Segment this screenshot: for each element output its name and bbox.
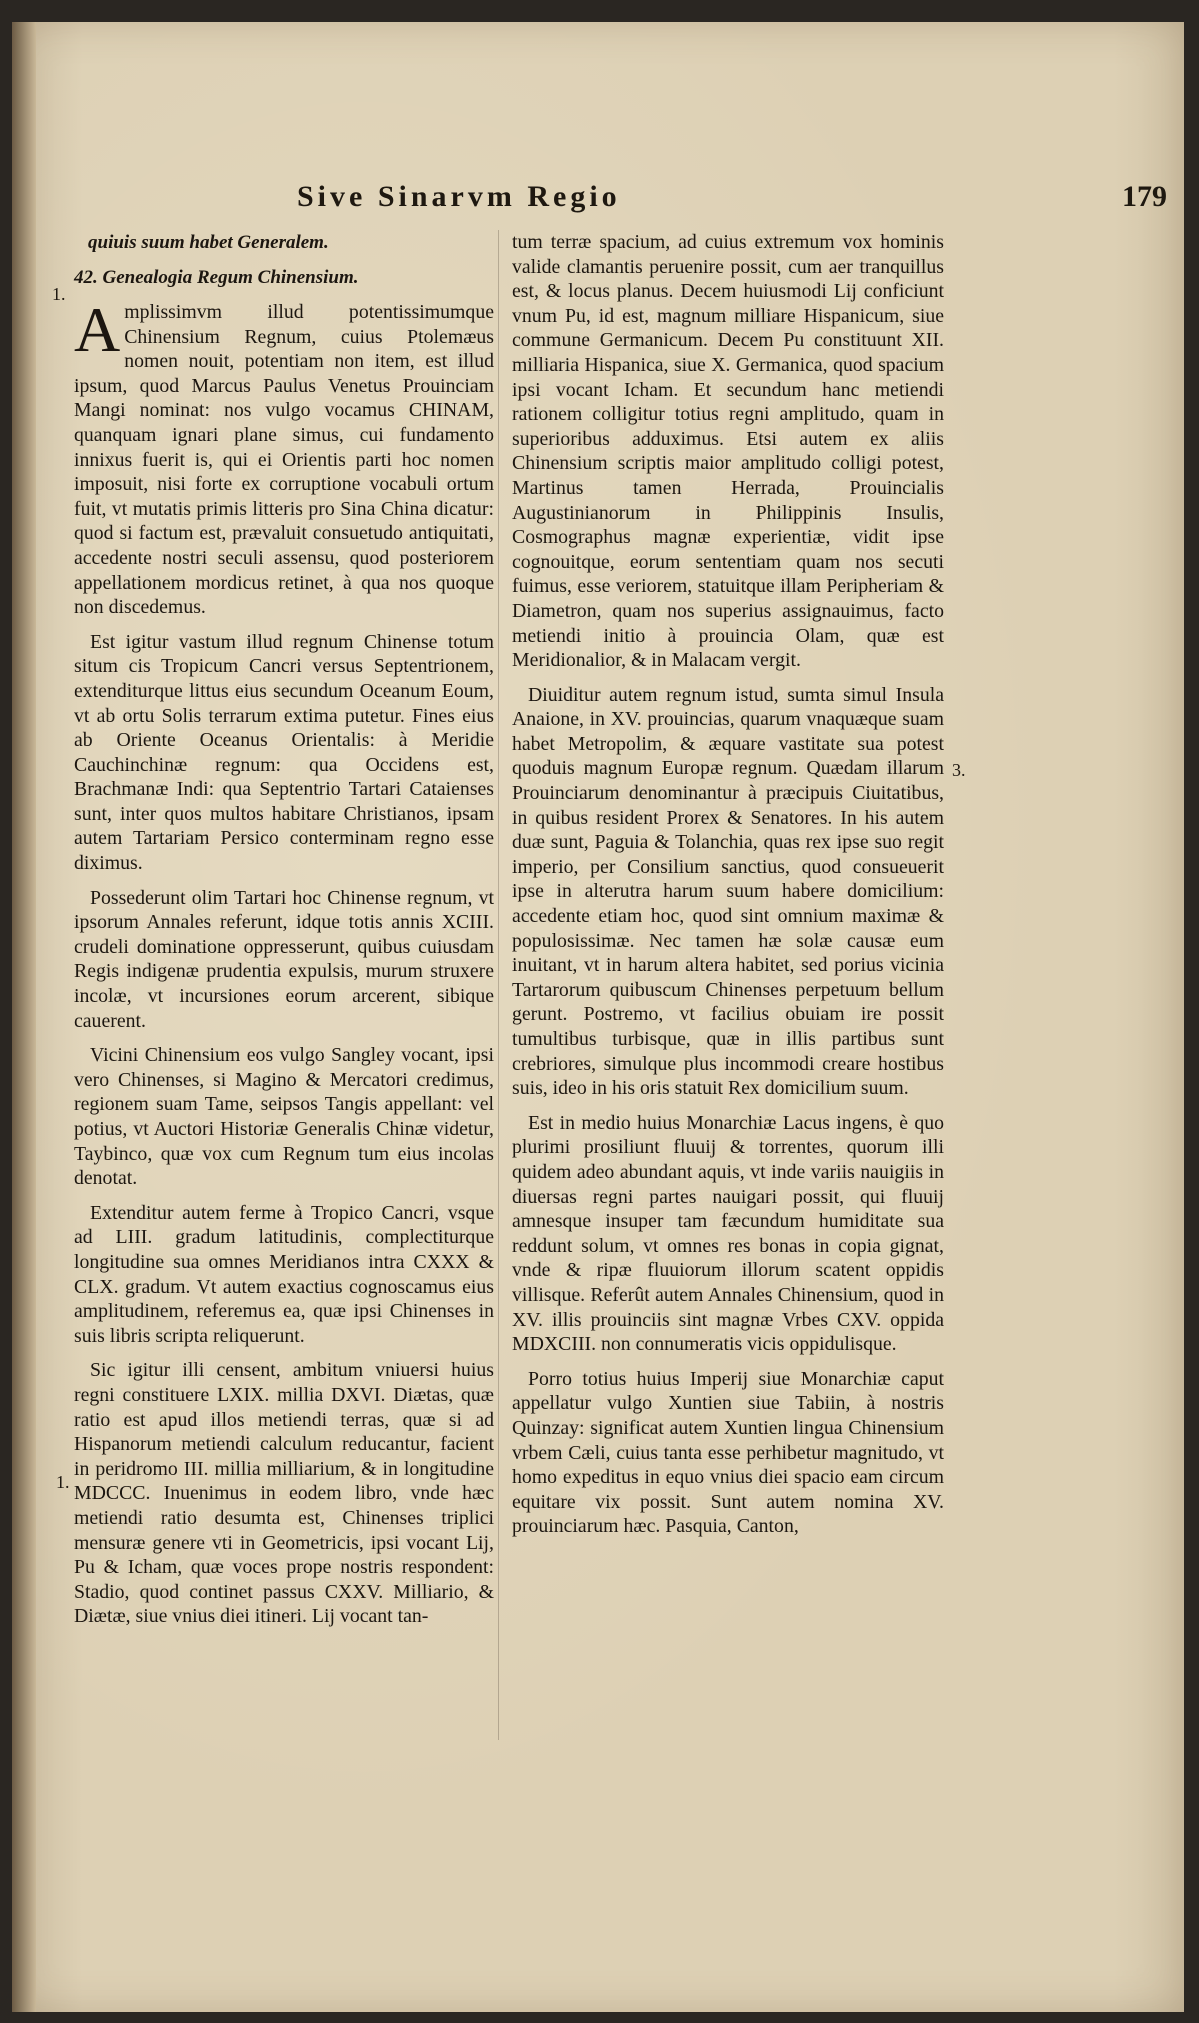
page-header: [12, 172, 1184, 232]
page-number: 179: [1122, 180, 1167, 213]
left-column: [74, 230, 494, 1639]
book-page: [12, 22, 1184, 2012]
right-column: [512, 230, 944, 1549]
paragraph-1: [74, 294, 494, 620]
running-head: Sive Sinarvm Regio: [297, 180, 621, 213]
paragraph-5: Extenditur autem ferme à Tropico Cancri, vsque ad LIII. gradum latitudinis, complectiturque longitudine sua omnes Meridianos intra CXXX & CLX. gradum. Vt autem exactius cognoscamus eius amplitudinem, referemus ea, quæ ipsi Chinenses in suis libris scripta reliquerunt.: [74, 1201, 494, 1347]
paragraph-r1: tum terræ spacium, ad cuius extremum vox hominis valide clamantis peruenire possit, cum aer tranquillus est, & locus planus. Decem huiusmodi Lij conficiunt vnum Pu, id est, magnum milliare Hispanicum, siue commune Germanicum. Decem Pu constituunt XII. milliaria Hispanica, siue X. Germanica, quod spacium ipsi vocant Icham. Et secundum hanc metiendi rationem colligitur totius regni amplitudo, quam in superioribus adduximus. Etsi autem ex aliis Chinensium scriptis maior amplitudo colligi potest, Martinus tamen Herrada, Prouincialis Augustinianorum in Philippinis Insulis, Cosmographus magnæ experientiæ, vidit ipse cognouitque, eorum sententiam quam nos secuti fuimus, esse veriorem, statuitque illam Peripheriam & Diametron, quam nos superius assignauimus, facto metiendi initio à prouincia Olam, quæ est Meridionalior, & in Malacam vergit.: [512, 231, 944, 672]
paragraph-r2: Diuiditur autem regnum istud, sumta simul Insula Anaione, in XV. prouincias, quarum vnaquæque suam habet Metropolim, & æquare vastitate sua potest quoduis magnum Europæ regnum. Quædam illarum Prouinciarum denominantur à præcipuis Ciuitatibus, in quibus resident Prorex & Senatores. In his autem duæ sunt, Paguia & Tolanchia, quas rex ipse suo regit imperio, per Consilium sanctius, quod consueuerit ipse in alterutra harum suum habere domicilium: accedente etiam hoc, quod sint omnium maximæ & populosissimæ. Nec tamen hæ solæ causæ eum inuitant, vt in harum altera habitet, sed porius vicinia Tartarorum quibuscum Chinenses perpetuum bellum gerunt. Postremo, vt facilius obuiam ire possit tumultibus turbisque, quæ in illis partibus sunt crebriores, simulque plus incommodi creare hostibus suis, ideo in his oris statuit Rex domicilium suum.: [512, 683, 944, 1100]
paragraph-3: Possederunt olim Tartari hoc Chinense regnum, vt ipsorum Annales referunt, idque totis annis XCIII. crudeli dominatione oppresserunt, quibus cuiusdam Regis indigenæ prudentia expulsis, murum struxere incolæ, vt incursiones eorum arcerent, sibique cauerent.: [74, 886, 494, 1032]
column-divider: [498, 230, 499, 1740]
paragraph-r3: Est in medio huius Monarchiæ Lacus ingens, è quo plurimi prosiliunt fluuij & torrentes, quorum illi quidem adeo abundant aquis, vt inde variis nauigiis in diuersas regni partes nauigari possit, qui fluuij amnesque insuper tam fæcundum humiditate sua reddunt solum, vt omnes res bonas in copia gignat, vnde & ripæ fluuiorum illorum scatent oppidis villisque. Referût autem Annales Chinensium, quod in XV. illis prouinciis sint magnæ Vrbes CXV. oppida MDXCIII. non connumeratis vicis oppidulisque.: [512, 1111, 944, 1356]
paragraph-6: Sic igitur illi censent, ambitum vniuersi huius regni constituere LXIX. millia DXVI. Diætas, quæ ratio est apud illos metiendi terras, quæ si ad Hispanorum metiendi calculum reducantur, facient in peridromo III. millia milliarium, & in longitudine MDCCC. Inuenimus in eodem libro, vnde hæc metiendi ratio desumta est, Chinenses triplici mensuræ genere vti in Geometricis, ipsi vocant Lij, Pu & Icham, quæ voces prope nostris respondent: Stadio, quod continet passus CXXV. Milliario, & Diætæ, siue vnius diei itineri. Lij vocant tan-: [74, 1359, 494, 1628]
subhead-genealogia: 42. Genealogia Regum Chinensium.: [74, 267, 359, 288]
paragraph-1-text: mplissimvm illud potentissimumque Chinensium Regnum, cuius Ptolemæus nomen nouit, potentiam non item, est illud ipsum, quod Marcus Paulus Venetus Prouinciam Mangi nominat: nos vulgo vocamus CHINAM, quanquam ignari plane simus, cui fundamento innixus fuerit is, qui ei Orientis parti hoc nomen imposuit, nisi forte ex corruptione vocabuli ortum fuit, vt mutatis primis litteris pro Sina China dicatur: quod si factum est, prævaluit consuetudo antiquitati, accedente nostri seculi assensu, quod posteriorem appellationem mordicus retinet, à qua nos quoque non discedemus.: [74, 301, 494, 619]
margin-number-1: 1.: [52, 284, 66, 304]
paragraph-2: Est igitur vastum illud regnum Chinense totum situm cis Tropicum Cancri versus Septentrionem, extenditurque littus eius secundum Oceanum Eoum, vt ab ortu Solis terrarum extima putetur. Fines eius ab Oriente Oceanus Orientalis: à Meridie Cauchinchinæ regnum: qua Occidens est, Brachmanæ Indi: qua Septentrio Tartari Cataienses sunt, inter quos multos habitare Christianos, ipsam autem Tartariam Persico conterminam regno esse diximus.: [74, 630, 494, 875]
subhead-general: quiuis suum habet Generalem.: [88, 232, 329, 253]
margin-number-2: 1.: [56, 1472, 70, 1492]
drop-cap: A: [74, 294, 121, 365]
paragraph-r4: Porro totius huius Imperij siue Monarchiæ caput appellatur vulgo Xuntien siue Tabiin, à nostris Quinzay: significat autem Xuntien lingua Chinensium vrbem Cæli, cuius tanta esse perhibetur magnitudo, vt homo expeditus in equo vnius diei spacio eam circum equitare vix possit. Sunt autem nomina XV. prouinciarum hæc. Pasquia, Canton,: [512, 1367, 944, 1538]
paragraph-4: Vicini Chinensium eos vulgo Sangley vocant, ipsi vero Chinenses, si Magino & Mercatori credimus, regionem suam Tame, seipsos Tangis appellant: vel potius, vt Auctori Historiæ Generalis Chinæ videtur, Taybinco, quæ vox cum Regnum tum eius incolas denotat.: [74, 1044, 494, 1190]
binding-gutter: [12, 22, 36, 2012]
margin-number-3: 3.: [952, 760, 966, 780]
